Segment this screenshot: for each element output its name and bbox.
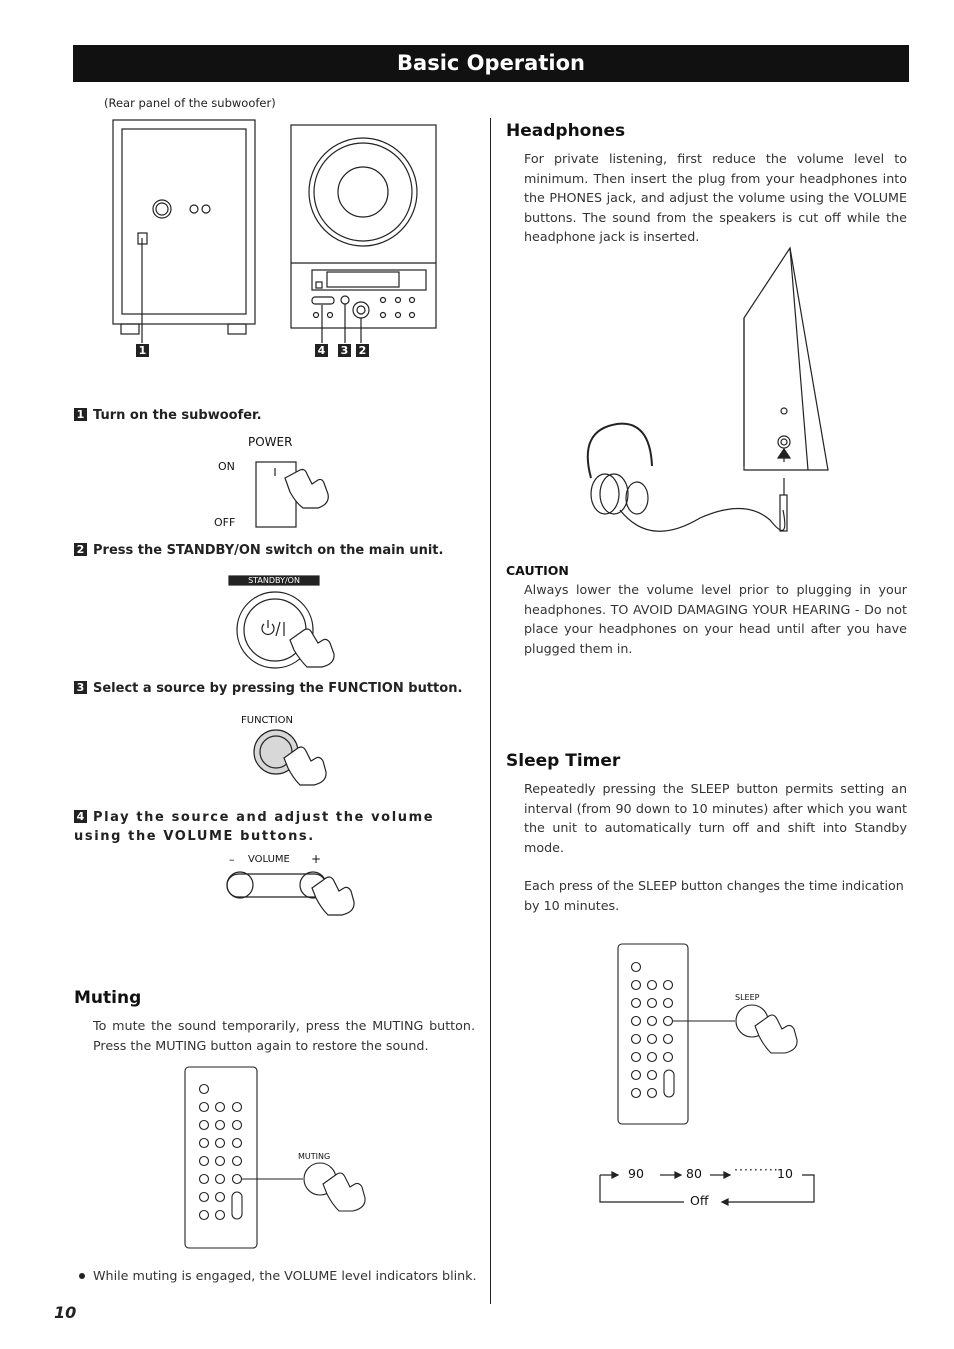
muting-label: MUTING [298, 1152, 331, 1161]
hand-pointer-icon [323, 1173, 365, 1211]
sleep-seq-dots: ········· [734, 1162, 779, 1177]
volume-label: VOLUME [248, 854, 290, 865]
step-1: 1 Turn on the subwoofer. [74, 408, 262, 423]
sleep-seq-10: 10 [777, 1166, 793, 1181]
caution-title: CAUTION [506, 563, 569, 578]
bullet-icon [79, 1273, 85, 1279]
sleep-seq-off: Off [690, 1193, 709, 1208]
headphones-text: For private listening, first reduce the volume level to minimum. Then insert the plug from your headphones into the PHONES jack, and adjust the volume using the VOLUME buttons. The sound from the speakers is cut off while the headphone jack is inserted. [524, 151, 907, 244]
remote-control-illustration [185, 1067, 257, 1248]
page-title: Basic Operation [73, 45, 909, 82]
function-label: FUNCTION [241, 715, 293, 726]
volume-buttons [227, 874, 326, 897]
rear-panel-caption: (Rear panel of the subwoofer) [104, 96, 276, 110]
hand-pointer-icon [312, 877, 354, 915]
muting-heading: Muting [74, 988, 142, 1008]
muting-bullet-text: While muting is engaged, the VOLUME level indicators blink. [93, 1268, 477, 1283]
hand-pointer-icon [755, 1015, 797, 1053]
sleep-timer-text-1: Repeatedly pressing the SLEEP button permits setting an interval (from 90 down to 10 minutes) after which you want the unit to automatically turn off and shift into Standby mode. [524, 781, 907, 855]
caution-text: Always lower the volume level prior to plugging in your headphones. TO AVOID DAMAGING YOUR HEARING - Do not place your headphones on your head until after you have plugged them in. [524, 582, 907, 656]
power-switch [256, 462, 296, 527]
callout-1: 1 [138, 344, 147, 357]
step-3: 3 Select a source by pressing the FUNCTION button. [74, 681, 462, 696]
sleep-seq-90: 90 [628, 1166, 644, 1181]
headphones-icon [588, 424, 652, 478]
hand-pointer-icon [285, 470, 328, 509]
step-4: 4 Play the source and adjust the volume using the VOLUME buttons. [74, 810, 435, 844]
muting-text: To mute the sound temporarily, press the MUTING button. Press the MUTING button again to restore the sound. [93, 1018, 475, 1053]
volume-minus-label: – [229, 853, 235, 866]
callout-2: 2 [358, 344, 367, 357]
sleep-seq-80: 80 [686, 1166, 702, 1181]
standby-on-label: STANDBY/ON [248, 576, 300, 585]
power-label: POWER [248, 435, 293, 449]
on-label: ON [218, 460, 235, 473]
off-label: OFF [214, 516, 236, 529]
step-2: 2 Press the STANDBY/ON switch on the main unit. [74, 543, 443, 558]
callout-3: 3 [340, 344, 349, 357]
sleep-timer-heading: Sleep Timer [506, 751, 621, 771]
volume-plus-label: + [311, 852, 322, 866]
page-number: 10 [54, 1303, 77, 1322]
column-divider [490, 118, 491, 1304]
sleep-label: SLEEP [735, 993, 760, 1002]
sleep-timer-text-2: Each press of the SLEEP button changes the time indication by 10 minutes. [524, 878, 904, 913]
callout-4: 4 [317, 344, 326, 357]
headphones-heading: Headphones [506, 121, 626, 141]
subwoofer-rear-illustration [113, 120, 255, 324]
